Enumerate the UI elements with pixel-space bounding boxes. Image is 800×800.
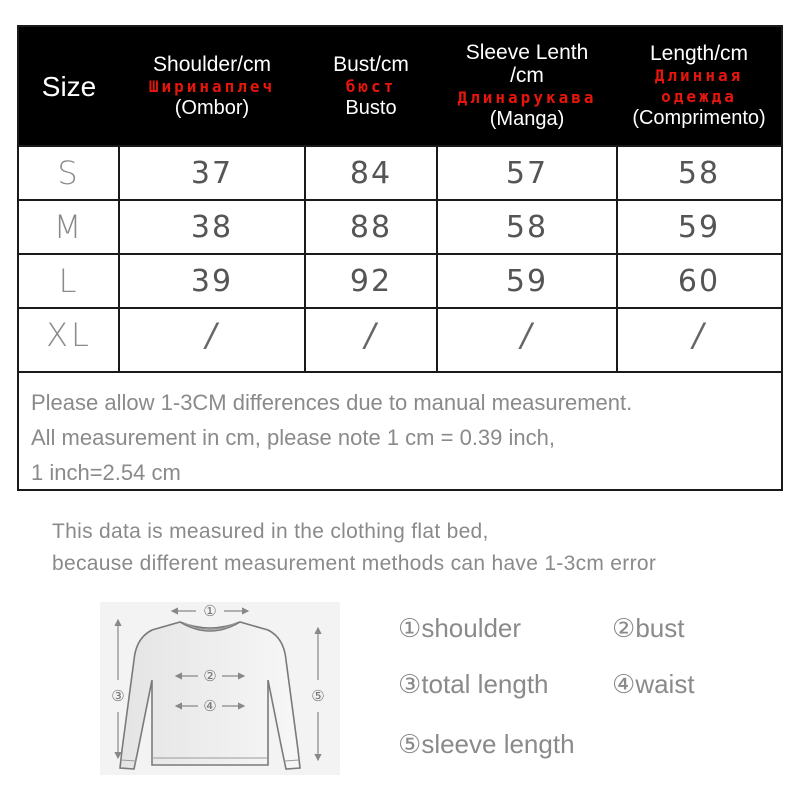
cell-sleeve: 58 — [505, 209, 549, 245]
marker-4: ④ — [203, 697, 217, 715]
measurement-notes — [19, 371, 781, 489]
legend-number: ② — [612, 613, 636, 643]
legend-sleeve-length — [398, 729, 575, 760]
cell-shoulder: 39 — [190, 263, 234, 299]
cell-shoulder: 37 — [190, 155, 234, 191]
legend-number: ③ — [398, 669, 422, 699]
cell-bust: 84 — [349, 155, 393, 191]
note-line: 1 inch=2.54 cm — [31, 460, 181, 485]
cell-bust: 88 — [349, 209, 393, 245]
garment-measurement-diagram — [100, 590, 340, 775]
header-bust — [305, 27, 437, 145]
cell-sleeve: / — [520, 316, 534, 354]
header-length-ru: Длинная одежда — [654, 66, 744, 106]
header-length-en: Length/cm — [649, 42, 749, 65]
header-length-alt: (Comprimento) — [632, 107, 766, 129]
marker-3: ③ — [111, 687, 125, 705]
cell-length: / — [692, 316, 706, 354]
table-row — [19, 145, 781, 199]
header-sleeve-en: Sleeve Lenth /cm — [465, 41, 589, 87]
header-sleeve-ru: Длинарукава — [457, 88, 597, 107]
legend-total-length — [398, 669, 549, 700]
cell-shoulder: / — [205, 316, 219, 354]
legend-label: bust — [635, 613, 685, 643]
column-divider — [616, 145, 618, 371]
row-size-xl: XL — [46, 316, 92, 354]
table-header — [19, 27, 781, 145]
legend-shoulder — [398, 613, 521, 644]
legend-label: waist — [635, 669, 695, 699]
header-size-label: Size — [41, 70, 97, 102]
table-row — [19, 199, 781, 253]
note-line: All measurement in cm, please note 1 cm = 0.39 inch, — [31, 425, 555, 450]
header-bust-alt: Busto — [345, 96, 397, 119]
sweater-illustration — [100, 590, 340, 775]
legend-label: sleeve length — [421, 729, 575, 759]
cell-sleeve: 59 — [505, 263, 549, 299]
row-size-s: S — [57, 154, 81, 192]
table-row — [19, 253, 781, 307]
legend-number: ④ — [612, 669, 636, 699]
row-size-m: M — [53, 208, 85, 246]
legend-number: ⑤ — [398, 729, 422, 759]
header-sleeve-alt: (Manga) — [489, 108, 565, 130]
cell-shoulder: 38 — [190, 209, 234, 245]
header-size — [19, 27, 119, 145]
column-divider — [436, 145, 438, 371]
header-shoulder-en: Shoulder/cm — [153, 52, 271, 76]
marker-2: ② — [203, 667, 217, 685]
caption-line: This data is measured in the clothing flat bed, — [52, 520, 489, 543]
measurement-caption — [52, 516, 656, 580]
legend-label: shoulder — [421, 613, 522, 643]
cell-length: 58 — [677, 155, 721, 191]
legend-waist — [612, 669, 695, 700]
marker-5: ⑤ — [311, 687, 325, 705]
header-bust-en: Bust/cm — [333, 52, 409, 76]
legend-number: ① — [398, 613, 422, 643]
caption-line: because different measurement methods can have 1-3cm error — [52, 552, 657, 575]
row-size-l: L — [58, 262, 80, 300]
cell-length: 60 — [677, 263, 721, 299]
header-sleeve — [437, 27, 617, 145]
header-length — [617, 27, 781, 145]
legend-bust — [612, 613, 684, 644]
header-shoulder-ru: Ширинаплеч — [148, 76, 276, 96]
size-chart-table — [17, 25, 783, 491]
header-shoulder-alt: (Ombor) — [174, 96, 250, 119]
note-line: Please allow 1-3CM differences due to manual measurement. — [31, 390, 633, 415]
cell-bust: 92 — [349, 263, 393, 299]
cell-length: 59 — [677, 209, 721, 245]
header-shoulder — [119, 27, 305, 145]
cell-bust: / — [364, 316, 378, 354]
column-divider — [304, 145, 306, 371]
cell-sleeve: 57 — [505, 155, 549, 191]
legend-label: total length — [421, 669, 549, 699]
marker-1: ① — [203, 602, 217, 620]
table-row — [19, 307, 781, 361]
header-bust-ru: бюст — [345, 76, 397, 96]
column-divider — [118, 145, 120, 371]
